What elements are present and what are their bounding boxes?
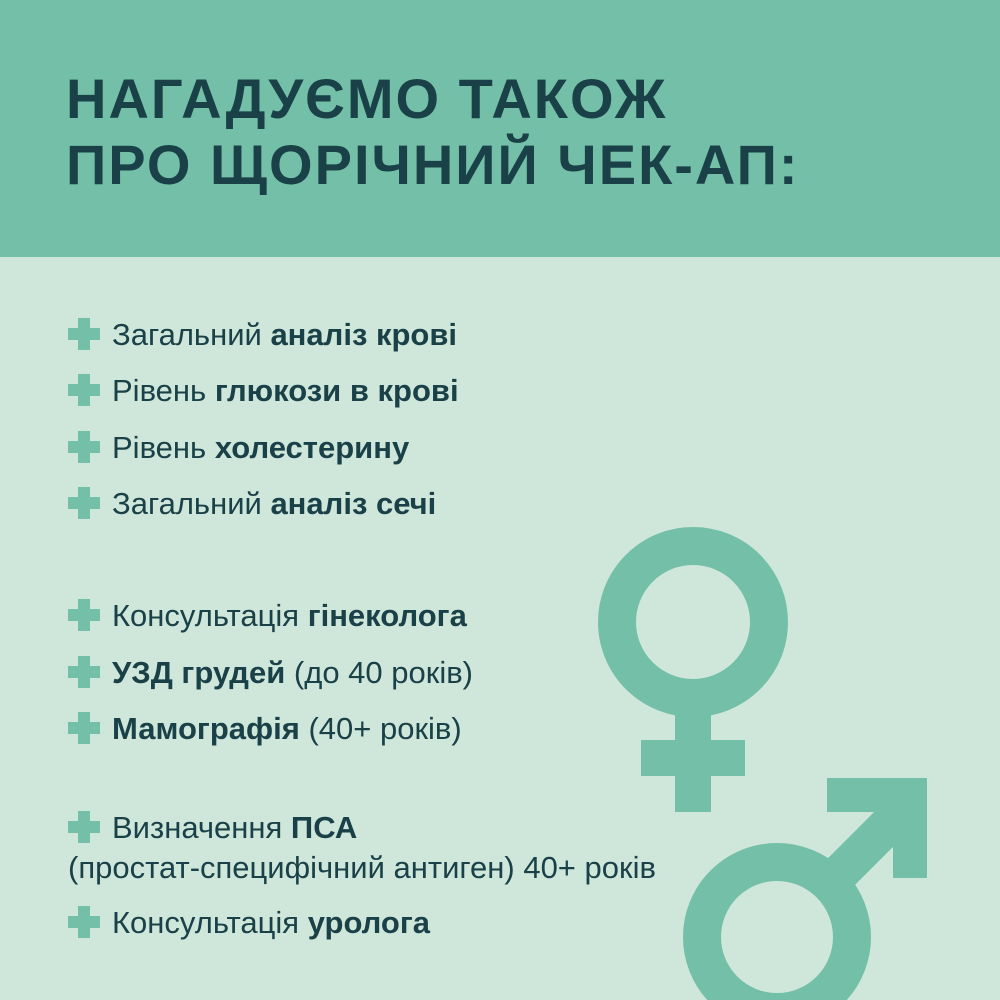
- list-item: Рівень холестерину: [68, 428, 409, 468]
- plus-icon: [68, 656, 100, 688]
- male-symbol-icon: [702, 778, 927, 1000]
- plus-icon: [68, 487, 100, 519]
- plus-icon: [68, 318, 100, 350]
- list-item: Мамографія (40+ років): [68, 709, 462, 749]
- female-symbol-icon: [617, 546, 769, 812]
- list-item: Консультація уролога: [68, 903, 430, 943]
- plus-icon: [68, 906, 100, 938]
- list-item: Загальний аналіз сечі: [68, 484, 436, 524]
- plus-icon: [68, 599, 100, 631]
- title-line-2: ПРО ЩОРІЧНИЙ ЧЕК-АП:: [66, 133, 800, 196]
- list-item: Консультація гінеколога: [68, 596, 467, 636]
- header-banner: [0, 0, 1000, 257]
- page-title: [66, 66, 800, 198]
- list-item-continuation: (простат-специфічний антиген) 40+ років: [68, 850, 656, 885]
- list-item: Рівень глюкози в крові: [68, 371, 459, 411]
- plus-icon: [68, 712, 100, 744]
- plus-icon: [68, 431, 100, 463]
- list-item: Визначення ПСА (простат-специфічний антиген) 40+ років: [68, 808, 656, 888]
- title-line-1: НАГАДУЄМО ТАКОЖ: [66, 67, 668, 130]
- plus-icon: [68, 374, 100, 406]
- list-item: Загальний аналіз крові: [68, 315, 457, 355]
- plus-icon: [68, 811, 100, 843]
- list-item: УЗД грудей (до 40 років): [68, 653, 473, 693]
